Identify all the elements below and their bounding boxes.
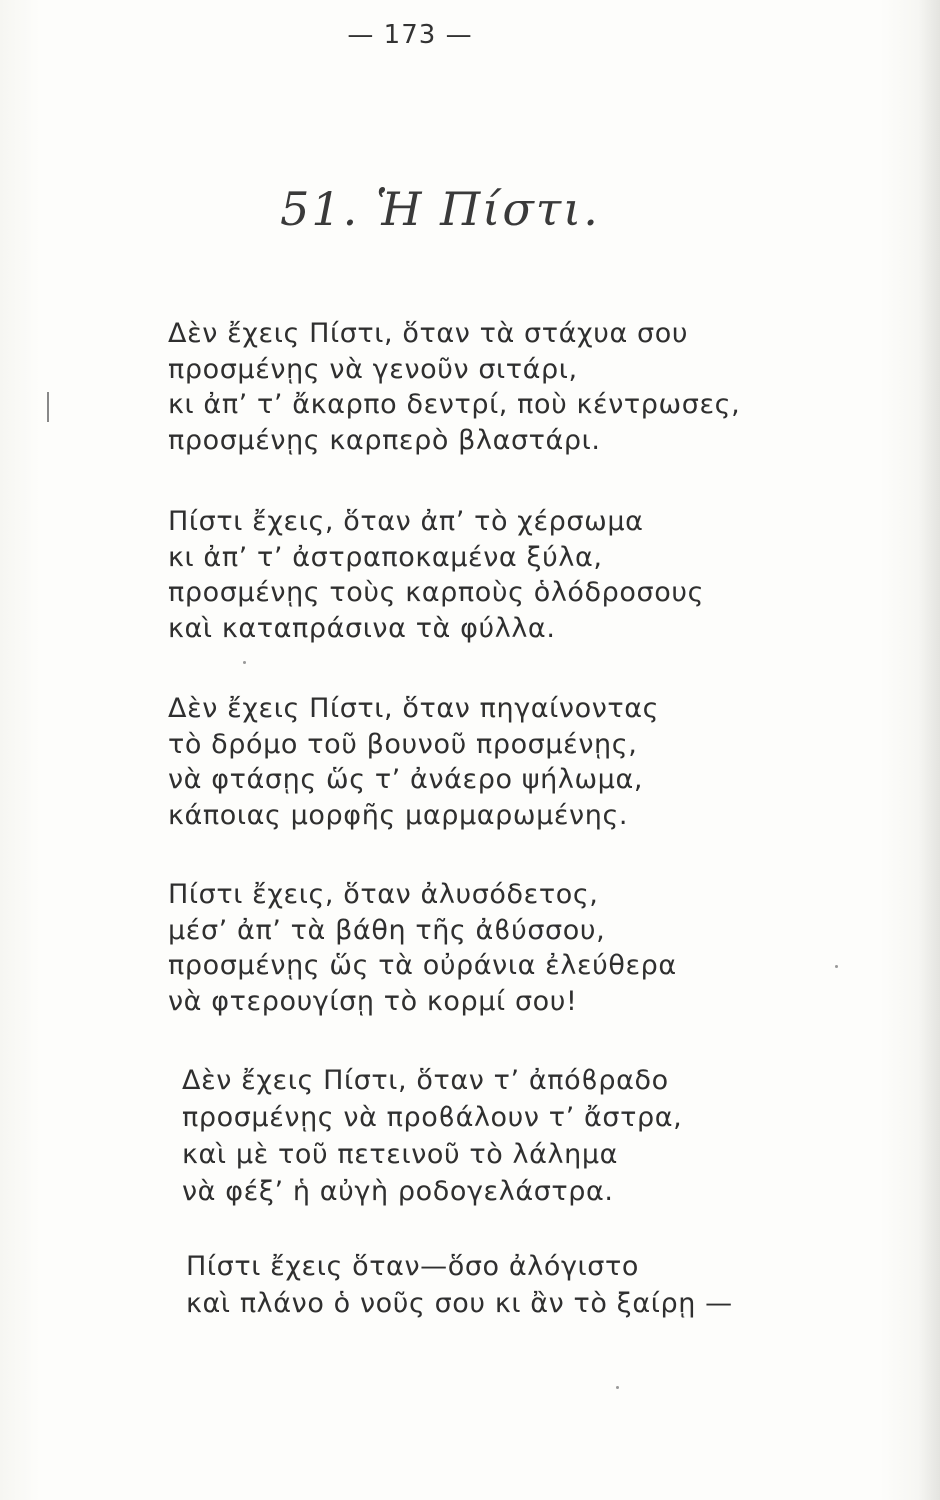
poem-line: Δὲν ἔχεις Πίστι, ὅταν τὰ στάχυα σου	[168, 318, 689, 349]
poem-line: Δὲν ἔχεις Πίστι, ὅταν πηγαίνοντας	[168, 693, 660, 724]
poem-line: προσμένῃς τοὺς καρποὺς ὁλόδροσους	[168, 577, 705, 608]
stanza-5	[182, 1062, 682, 1210]
poem-line: Πίστι ἔχεις, ὅταν ἀπ’ τὸ χέρσωμα	[168, 506, 644, 537]
poem-line: καὶ μὲ τοῦ πετεινοῦ τὸ λάλημα	[182, 1139, 619, 1170]
stanza-4	[168, 877, 677, 1019]
poem-line: μέσ’ ἀπ’ τὰ βάθη τῆς ἀϐύσσου,	[168, 914, 606, 946]
ink-speck	[243, 661, 246, 664]
page-spine-shadow	[918, 0, 940, 1500]
poem-line: κάποιας μορφῆς μαρμαρωμένης.	[168, 799, 629, 831]
poem-line: Δὲν ἔχεις Πίστι, ὅταν τ’ ἀπόϐραδο	[182, 1065, 669, 1096]
poem-line: καὶ πλάνο ὁ νοῦς σου κι ἂν τὸ ξαίρῃ —	[186, 1288, 733, 1319]
poem-line: νὰ φέξ’ ἡ αὐγὴ ροδογελάστρα.	[182, 1176, 614, 1207]
ink-speck	[616, 1386, 619, 1389]
poem-line: τὸ δρόμο τοῦ βουνοῦ προσμένῃς,	[168, 728, 638, 760]
ink-speck	[835, 965, 838, 968]
poem-line: Πίστι ἔχεις, ὅταν ἀλυσόδετος,	[168, 879, 599, 910]
poem-line: καὶ καταπράσινα τὰ φύλλα.	[168, 612, 556, 644]
poem-line: νὰ φτερουγίσῃ τὸ κορμί σου!	[168, 985, 578, 1017]
poem-title: 51. Ἡ Πίστι.	[280, 182, 600, 236]
page-number: — 173 —	[347, 20, 473, 50]
poem-line: προσμένῃς καρπερὸ βλαστάρι.	[168, 424, 601, 456]
poem-line: προσμένῃς νὰ γενοῦν σιτάρι,	[168, 353, 578, 385]
stanza-2	[168, 504, 704, 646]
margin-mark	[47, 392, 49, 422]
poem-line: προσμένῃς νὰ προϐάλουν τ’ ἄστρα,	[182, 1102, 683, 1133]
poem-line: νὰ φτάσῃς ὥς τ’ ἀνάερο ψήλωμα,	[168, 764, 644, 795]
poem-line: κι ἀπ’ τ’ ἄκαρπο δεντρί, ποὺ κέντρωσες,	[168, 389, 741, 420]
stanza-6	[186, 1248, 733, 1322]
poem-line: προσμένῃς ὥς τὰ οὐράνια ἐλεύθερα	[168, 950, 677, 981]
stanza-3	[168, 691, 659, 833]
stanza-1	[168, 316, 740, 458]
poem-line: Πίστι ἔχεις ὅταν—ὅσο ἀλόγιστο	[186, 1251, 639, 1282]
poem-line: κι ἀπ’ τ’ ἀστραποκαμένα ξύλα,	[168, 541, 603, 573]
